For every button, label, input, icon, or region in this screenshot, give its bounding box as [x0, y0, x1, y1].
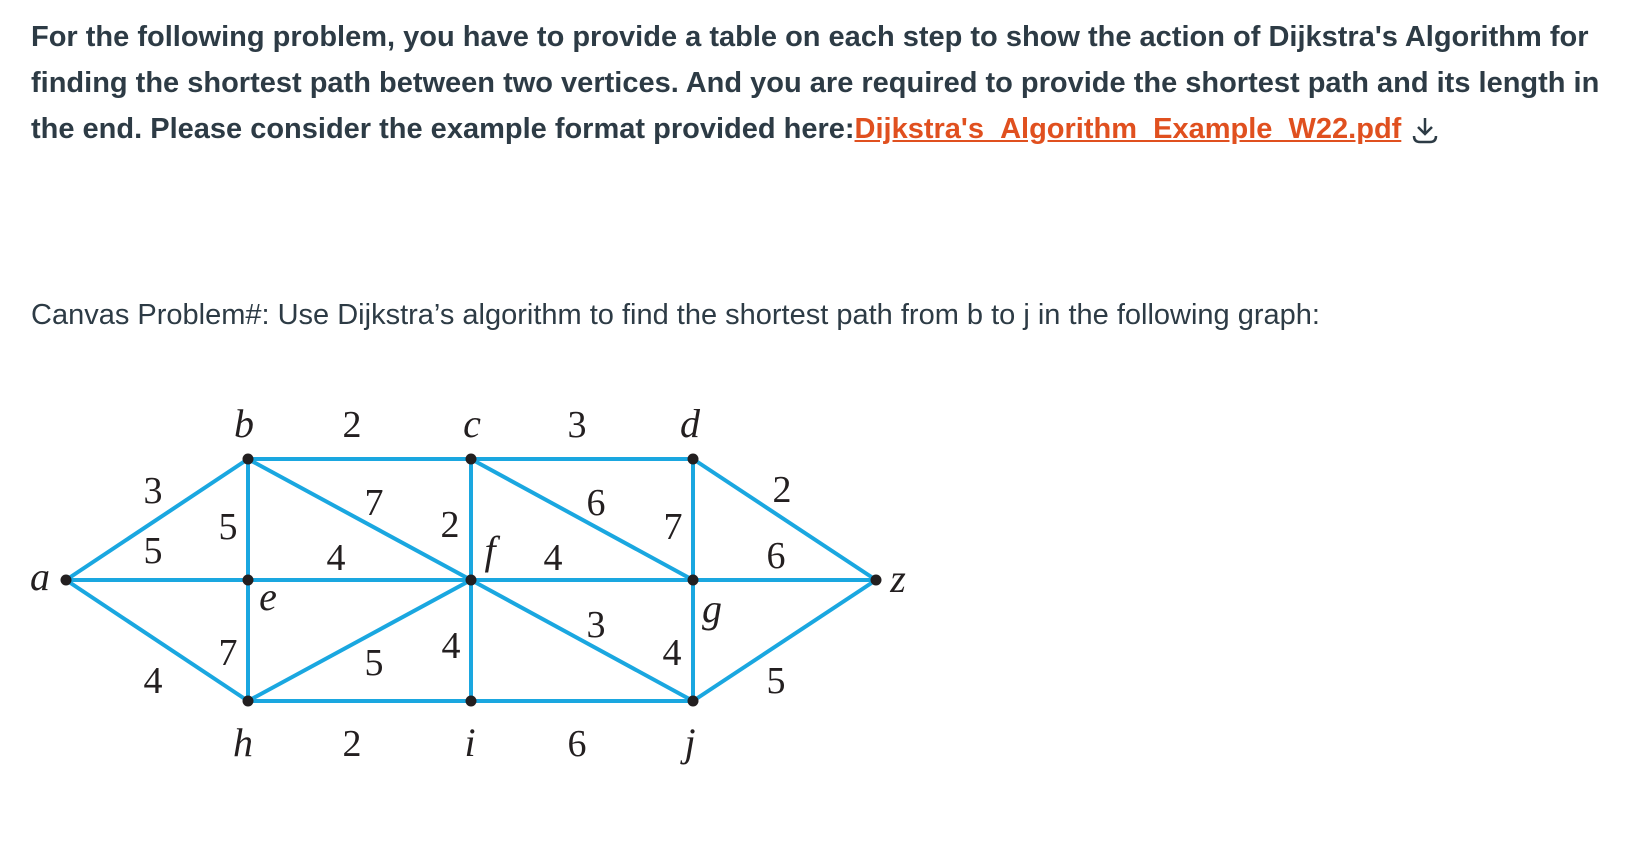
weight-label-c-f: 2 — [440, 504, 460, 546]
weight-label-f-g: 4 — [543, 537, 563, 579]
vertex-label-g: g — [702, 586, 722, 631]
vertex-d — [688, 454, 699, 465]
vertex-z — [871, 575, 882, 586]
weight-label-j-z: 5 — [766, 660, 786, 702]
vertex-i — [466, 696, 477, 707]
weight-label-d-g: 7 — [663, 506, 683, 548]
vertex-c — [466, 454, 477, 465]
weight-label-g-z: 6 — [766, 535, 786, 577]
weight-label-c-g: 6 — [586, 482, 606, 524]
edge-c-g — [471, 459, 693, 580]
problem-statement: Canvas Problem#: Use Dijkstra’s algorithm to find the shortest path from b to j in the following graph: — [31, 299, 1320, 331]
vertex-label-c: c — [463, 401, 481, 446]
weight-label-d-z: 2 — [772, 469, 792, 511]
vertex-label-b: b — [234, 401, 254, 446]
vertex-label-a: a — [30, 554, 50, 599]
instructions-text: For the following problem, you have to provide a table on each step to show the action of Dijkstra's Algorithm for finding the shortest path between two vertices. And you are required to provide the shortest path and its length in the end. Please consider the example format provided here: — [31, 21, 1600, 145]
weight-label-c-d: 3 — [567, 404, 587, 446]
weight-label-f-h: 5 — [364, 642, 384, 684]
edge-b-f — [248, 459, 471, 580]
weight-label-a-e: 5 — [143, 530, 163, 572]
weight-label-f-j: 3 — [586, 604, 606, 646]
example-pdf-link[interactable]: Dijkstra's_Algorithm_Example_W22.pdf — [854, 113, 1402, 145]
weight-label-b-e: 5 — [218, 506, 238, 548]
edge-f-j — [471, 580, 693, 701]
weight-label-g-j: 4 — [662, 632, 682, 674]
vertex-label-e: e — [259, 574, 277, 619]
edge-f-h — [248, 580, 471, 701]
weight-label-e-f: 4 — [326, 537, 346, 579]
weight-label-e-h: 7 — [218, 632, 238, 674]
weight-label-b-f: 7 — [364, 482, 384, 524]
vertex-b — [243, 454, 254, 465]
weight-label-a-h: 4 — [143, 660, 163, 702]
vertex-label-f: f — [484, 528, 496, 573]
vertex-label-i: i — [464, 720, 476, 765]
vertex-label-j: j — [684, 720, 696, 765]
vertex-h — [243, 696, 254, 707]
weight-label-a-b: 3 — [143, 470, 163, 512]
weight-label-h-i: 2 — [342, 723, 362, 765]
vertex-g — [688, 575, 699, 586]
weight-label-b-c: 2 — [342, 404, 362, 446]
vertex-e — [243, 575, 254, 586]
vertex-a — [61, 575, 72, 586]
vertex-j — [688, 696, 699, 707]
vertex-label-d: d — [680, 401, 700, 446]
weight-label-i-j: 6 — [567, 723, 587, 765]
vertex-f — [466, 575, 477, 586]
weight-label-f-i: 4 — [441, 625, 461, 667]
vertex-label-z: z — [890, 556, 906, 601]
vertex-label-h: h — [233, 720, 253, 765]
